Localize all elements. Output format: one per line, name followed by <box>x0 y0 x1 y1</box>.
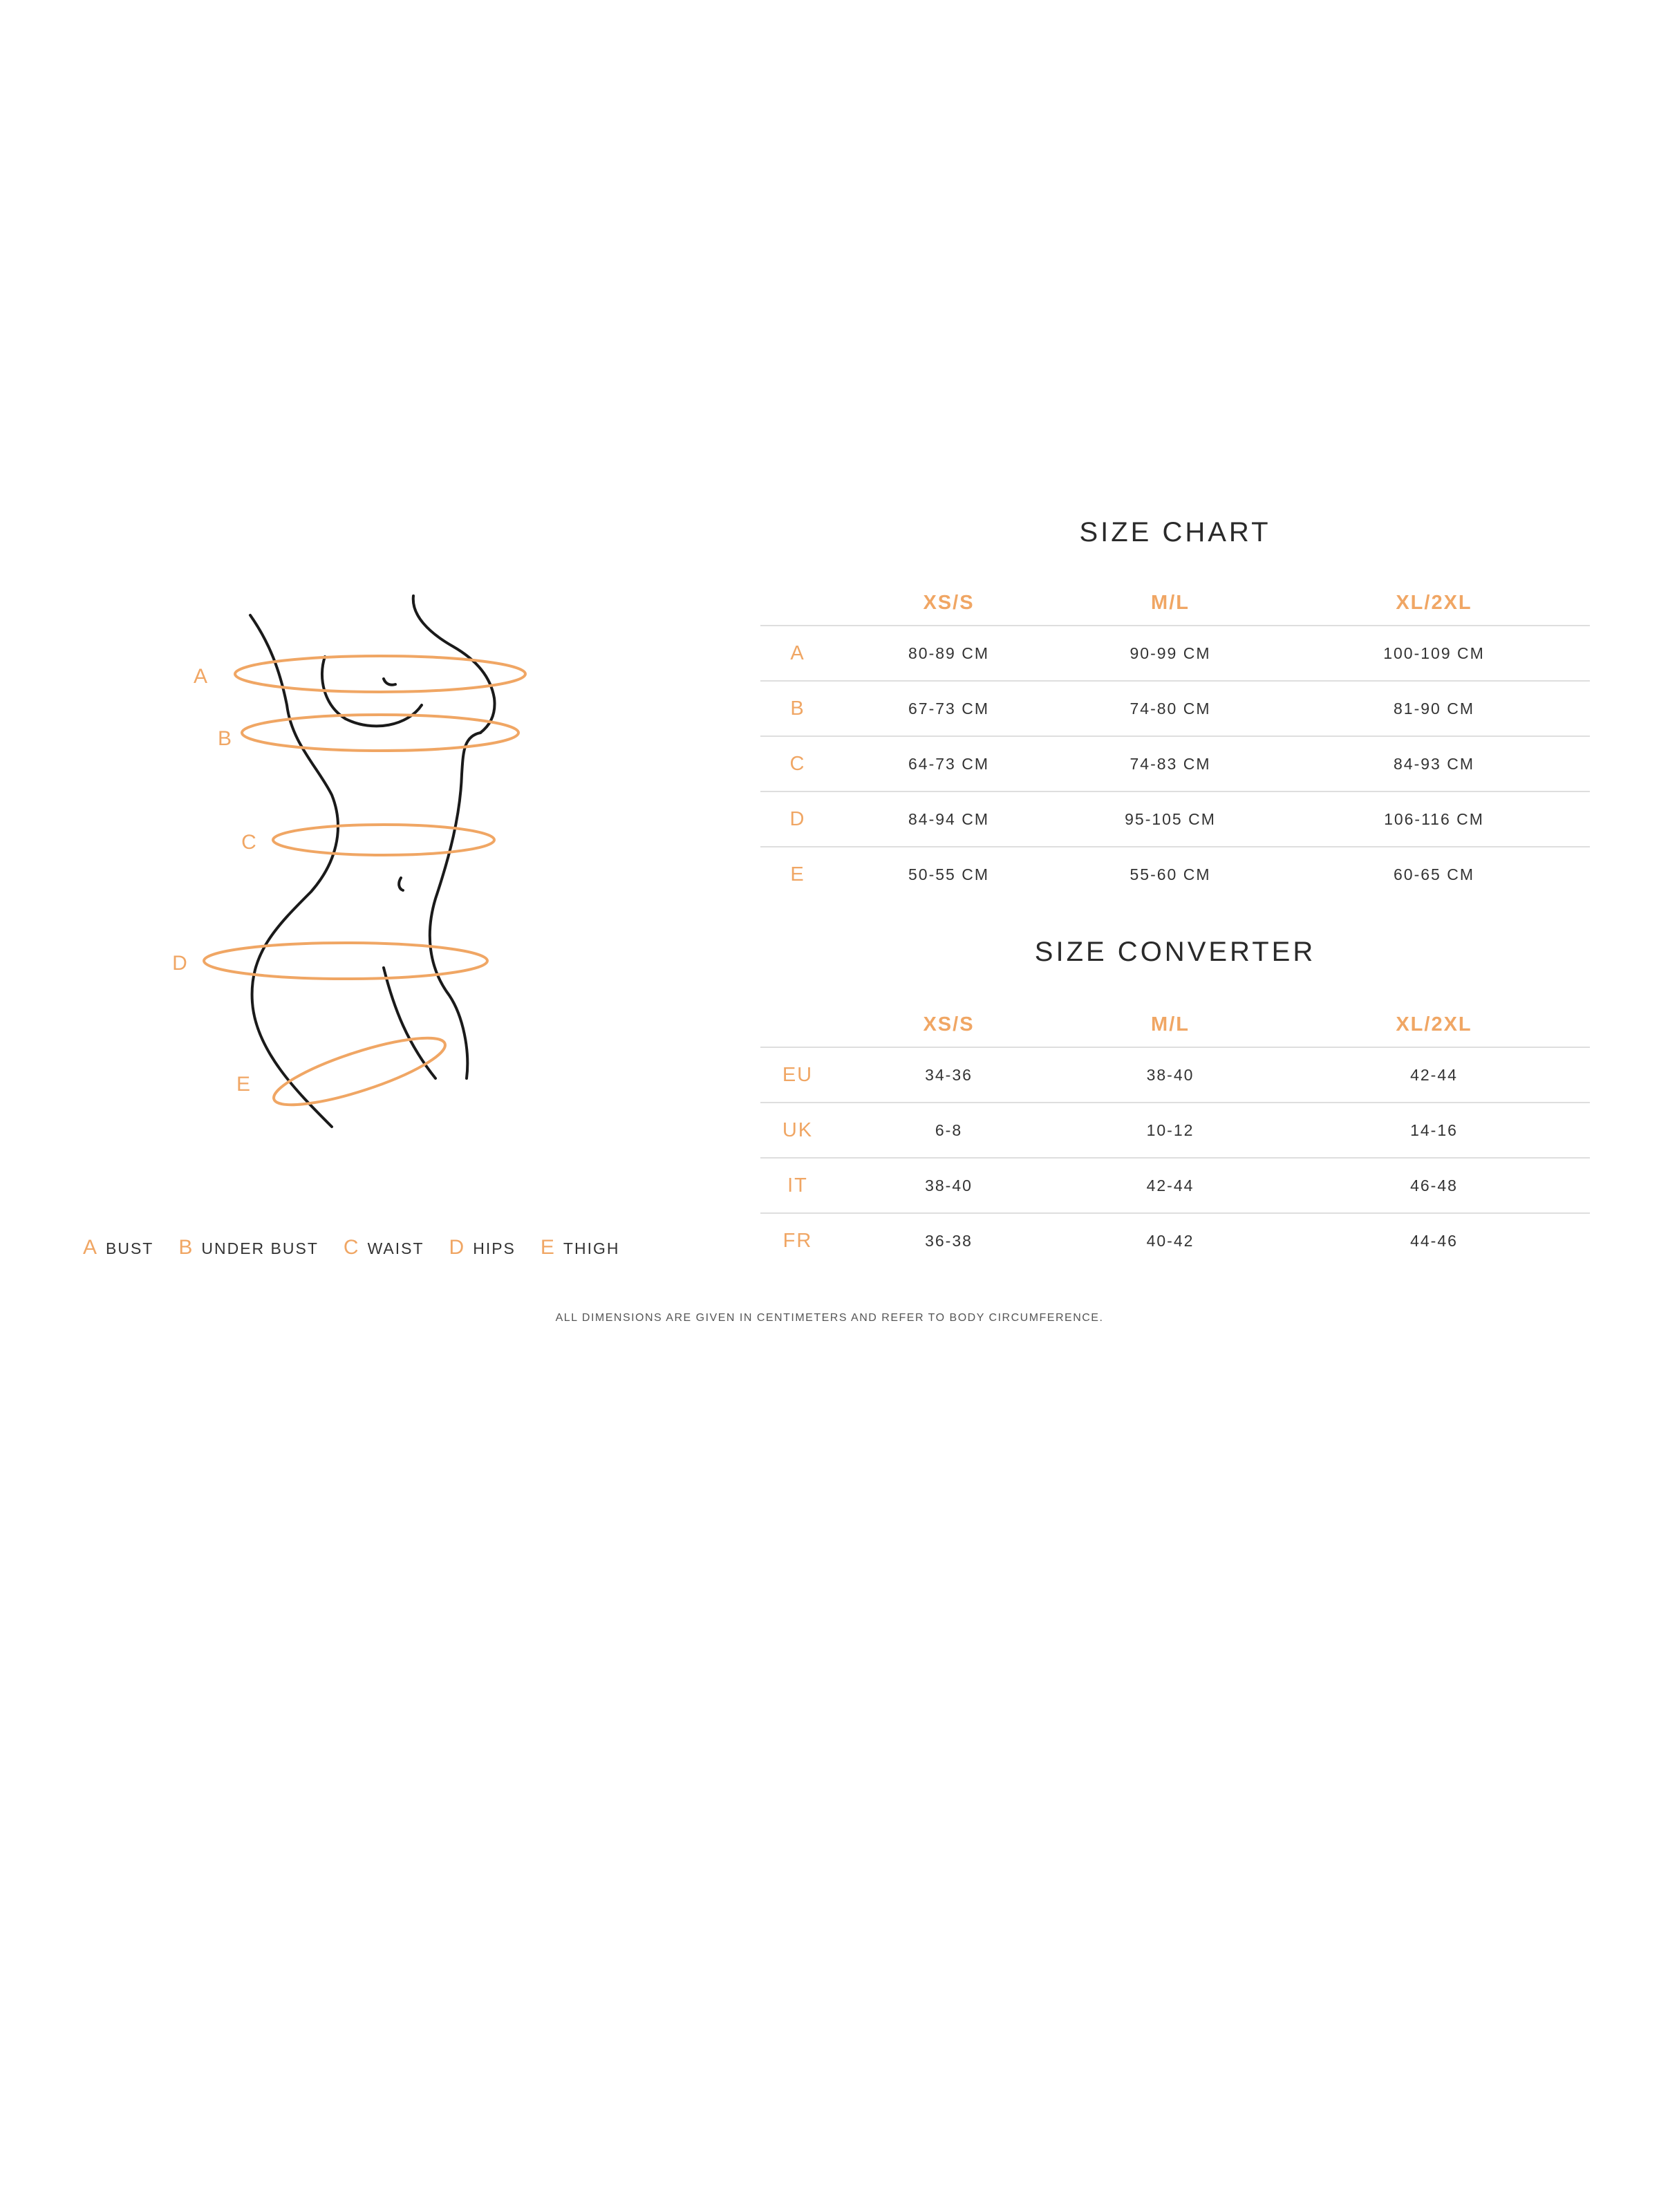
column-header: XS/S <box>835 581 1062 626</box>
size-chart-title: SIZE CHART <box>1079 517 1271 547</box>
table-cell: 38-40 <box>1062 1047 1278 1103</box>
table-cell: 74-80 CM <box>1062 681 1278 736</box>
table-cell: 106-116 CM <box>1278 791 1590 847</box>
table-row <box>760 1213 1590 1268</box>
table-cell: 40-42 <box>1146 1231 1194 1250</box>
nipple-mark <box>384 679 395 685</box>
hips-ring <box>204 943 487 979</box>
table-row <box>760 626 1590 681</box>
size-chart-table <box>760 581 1590 901</box>
legend-label: THIGH <box>563 1239 620 1257</box>
marker-c: C <box>241 831 256 854</box>
header-corner <box>760 581 835 626</box>
column-header: M/L <box>1062 581 1278 626</box>
table-cell: 100-109 CM <box>1278 626 1590 681</box>
legend-letter: C <box>343 1236 359 1259</box>
thigh-ring <box>268 1025 451 1118</box>
table-cell: 42-44 <box>1278 1047 1590 1103</box>
table-cell: 50-55 CM <box>908 865 989 883</box>
body-figure <box>138 567 581 1161</box>
table-cell: 38-40 <box>835 1158 1062 1213</box>
table-row <box>760 736 1590 791</box>
table-cell: 81-90 CM <box>1278 681 1590 736</box>
table-row <box>760 1103 1590 1158</box>
table-cell: 84-94 CM <box>835 791 1062 847</box>
legend-item-thigh <box>541 1236 620 1259</box>
table-row <box>760 681 1590 736</box>
table-cell: 74-83 CM <box>1062 736 1278 791</box>
header-corner <box>760 1002 835 1047</box>
navel-mark <box>399 878 403 890</box>
table-row <box>760 847 1590 901</box>
row-label: FR <box>782 1229 813 1252</box>
column-header: XL/2XL <box>1278 1002 1590 1047</box>
dimensions-footnote: ALL DIMENSIONS ARE GIVEN IN CENTIMETERS AND REFER TO BODY CIRCUMFERENCE. <box>555 1312 1104 1324</box>
legend-letter: E <box>540 1236 555 1259</box>
row-label: B <box>760 681 835 736</box>
legend-label: WAIST <box>367 1239 424 1257</box>
body-outline-icon <box>138 567 581 1161</box>
table-header-row <box>760 581 1590 626</box>
table-cell: 95-105 CM <box>1062 791 1278 847</box>
table-cell: 10-12 <box>1062 1103 1278 1158</box>
table-cell: 34-36 <box>835 1047 1062 1103</box>
chest-outline <box>413 596 495 733</box>
row-label: UK <box>760 1103 835 1158</box>
row-label: D <box>760 791 835 847</box>
table-row <box>760 791 1590 847</box>
table-cell: 90-99 CM <box>1062 626 1278 681</box>
row-label: C <box>760 736 835 791</box>
waist-ring <box>273 825 494 855</box>
marker-d: D <box>172 952 187 975</box>
row-label: A <box>760 626 835 681</box>
table-cell: 14-16 <box>1278 1103 1590 1158</box>
table-row <box>760 1158 1590 1213</box>
marker-a: A <box>193 665 208 688</box>
legend-label: HIPS <box>473 1239 516 1257</box>
measurement-legend <box>83 1234 705 1262</box>
table-header-row <box>760 1002 1590 1047</box>
marker-e: E <box>236 1073 251 1096</box>
table-cell: 36-38 <box>925 1231 973 1250</box>
table-row <box>760 1047 1590 1103</box>
legend-label: BUST <box>106 1239 154 1257</box>
legend-letter: B <box>178 1236 194 1259</box>
row-label: E <box>790 863 805 885</box>
size-converter-title: SIZE CONVERTER <box>1034 937 1316 967</box>
table-cell: 80-89 CM <box>835 626 1062 681</box>
column-header: XS/S <box>835 1002 1062 1047</box>
row-label: EU <box>760 1047 835 1103</box>
legend-item-waist <box>344 1236 424 1259</box>
legend-letter: A <box>83 1236 98 1259</box>
size-converter-table <box>760 1002 1590 1268</box>
front-outline <box>430 733 480 1078</box>
table-cell: 42-44 <box>1062 1158 1278 1213</box>
table-cell: 64-73 CM <box>835 736 1062 791</box>
table-cell: 46-48 <box>1278 1158 1590 1213</box>
legend-item-hips <box>449 1236 516 1259</box>
legend-item-under-bust <box>178 1236 319 1259</box>
table-cell: 6-8 <box>835 1103 1062 1158</box>
table-cell: 67-73 CM <box>835 681 1062 736</box>
marker-b: B <box>217 727 232 750</box>
table-cell: 55-60 CM <box>1130 865 1211 883</box>
legend-letter: D <box>449 1236 465 1259</box>
column-header: M/L <box>1062 1002 1278 1047</box>
table-cell: 60-65 CM <box>1394 865 1474 883</box>
legend-label: UNDER BUST <box>201 1239 319 1257</box>
table-cell: 44-46 <box>1410 1231 1458 1250</box>
legend-item-bust <box>83 1236 153 1259</box>
row-label: IT <box>760 1158 835 1213</box>
column-header: XL/2XL <box>1278 581 1590 626</box>
table-cell: 84-93 CM <box>1278 736 1590 791</box>
